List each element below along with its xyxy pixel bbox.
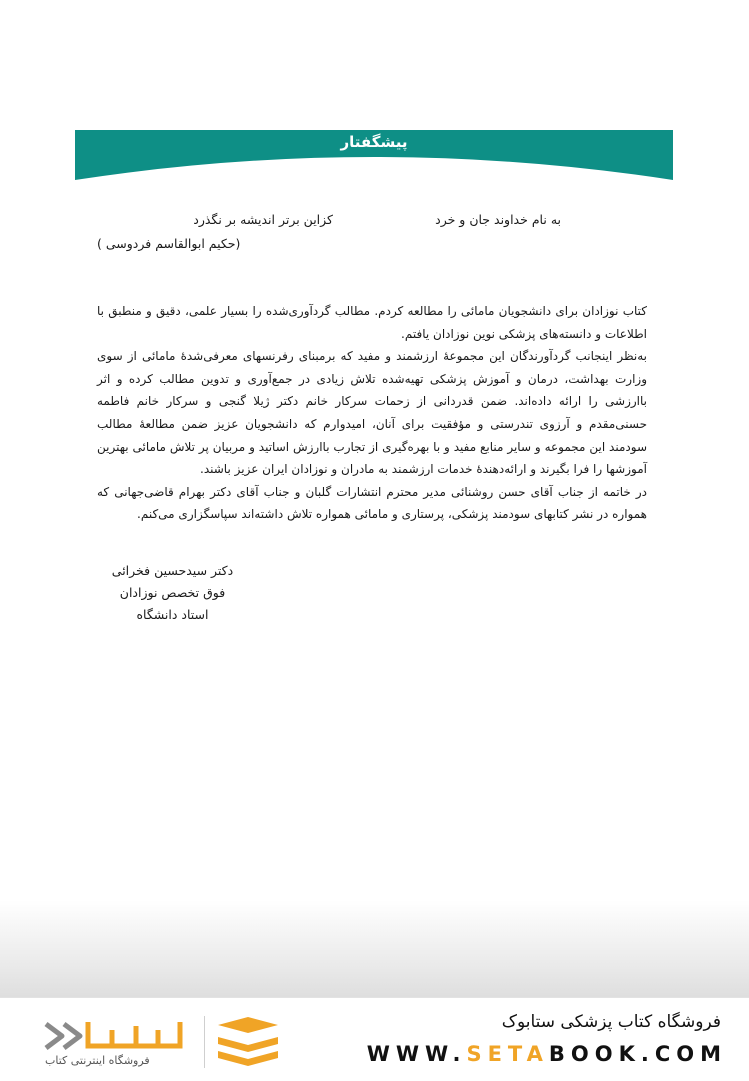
url-accent: SETA: [466, 1042, 549, 1066]
poem-attribution: (حکیم ابوالقاسم فردوسی ): [97, 236, 241, 251]
url-prefix: WWW.: [366, 1042, 467, 1066]
store-url[interactable]: [367, 1042, 727, 1066]
preface-body: [97, 300, 647, 526]
book-stack-icon: [212, 1015, 284, 1075]
paragraph: به‌نظر اینجانب گردآورندگان این مجموعهٔ ارزشمند و مفید که برمبنای رفرنسهای معرفی‌شدهٔ مامائی از سوی وزارت بهداشت، درمان و آموزش پزشکی تهیه‌شده تلاش زیادی در جمع‌آوری و تدوین مطالب کرده و اثر باارزشی را ارائه داده‌اند. ضمن قدردانی از زحمات سرکار خانم دکتر ژیلا گنجی و سرکار خانم فاطمه حسنی‌مقدم و آرزوی تندرستی و مؤفقیت برای آنان، امیدوارم که دانشجویان عزیز ضمن مطالعهٔ مطالب سودمند این مجموعه و سایر منابع مفید و با بهره‌گیری از تجارب باارزش اساتید و مربیان پر تلاش مامائی بهترین آموزشها را فرا بگیرند و ارائه‌دهندهٔ خدمات ارزشمند به مادران و نوزادان ایران عزیز باشند.: [97, 349, 647, 477]
paragraph: کتاب نوزادان برای دانشجویان مامائی را مطالعه کردم. مطالب گردآوری‌شده را بسیار علمی، دقیق و منطبق با اطلاعات و دانسته‌های پزشکی نوین نوزادان یافتم.: [97, 304, 647, 341]
signature-position: استاد دانشگاه: [136, 607, 209, 622]
url-suffix: BOOK.COM: [548, 1042, 727, 1066]
paragraph: در خاتمه از جناب آقای حسن روشنائی مدیر محترم انتشارات گلبان و جناب آقای دکتر بهرام قاضی‌جهانی که همواره در نشر کتابهای سودمند پزشکی، پرستاری و مامائی همواره تلاش داشته‌اند سپاسگزاری می‌کنم.: [97, 484, 647, 522]
poem-line-2: کزاین برتر اندیشه بر نگذرد: [193, 212, 333, 227]
poem-line-1: به نام خداوند جان و خرد: [435, 212, 561, 227]
store-name: فروشگاه کتاب پزشکی ستابوک: [501, 1012, 721, 1032]
footer-bar: [0, 997, 749, 1081]
signature-block: [90, 560, 255, 626]
footer-shadow: [0, 900, 749, 997]
preface-banner: [75, 130, 673, 182]
signature-title: فوق تخصص نوزادان: [119, 585, 226, 600]
page-title: پیشگفتار: [340, 133, 408, 151]
signature-name: دکتر سیدحسین فخرائی: [111, 563, 234, 578]
logo-divider: [204, 1016, 205, 1068]
logo-subtitle: فروشگاه اینترنتی کتاب: [45, 1054, 150, 1067]
